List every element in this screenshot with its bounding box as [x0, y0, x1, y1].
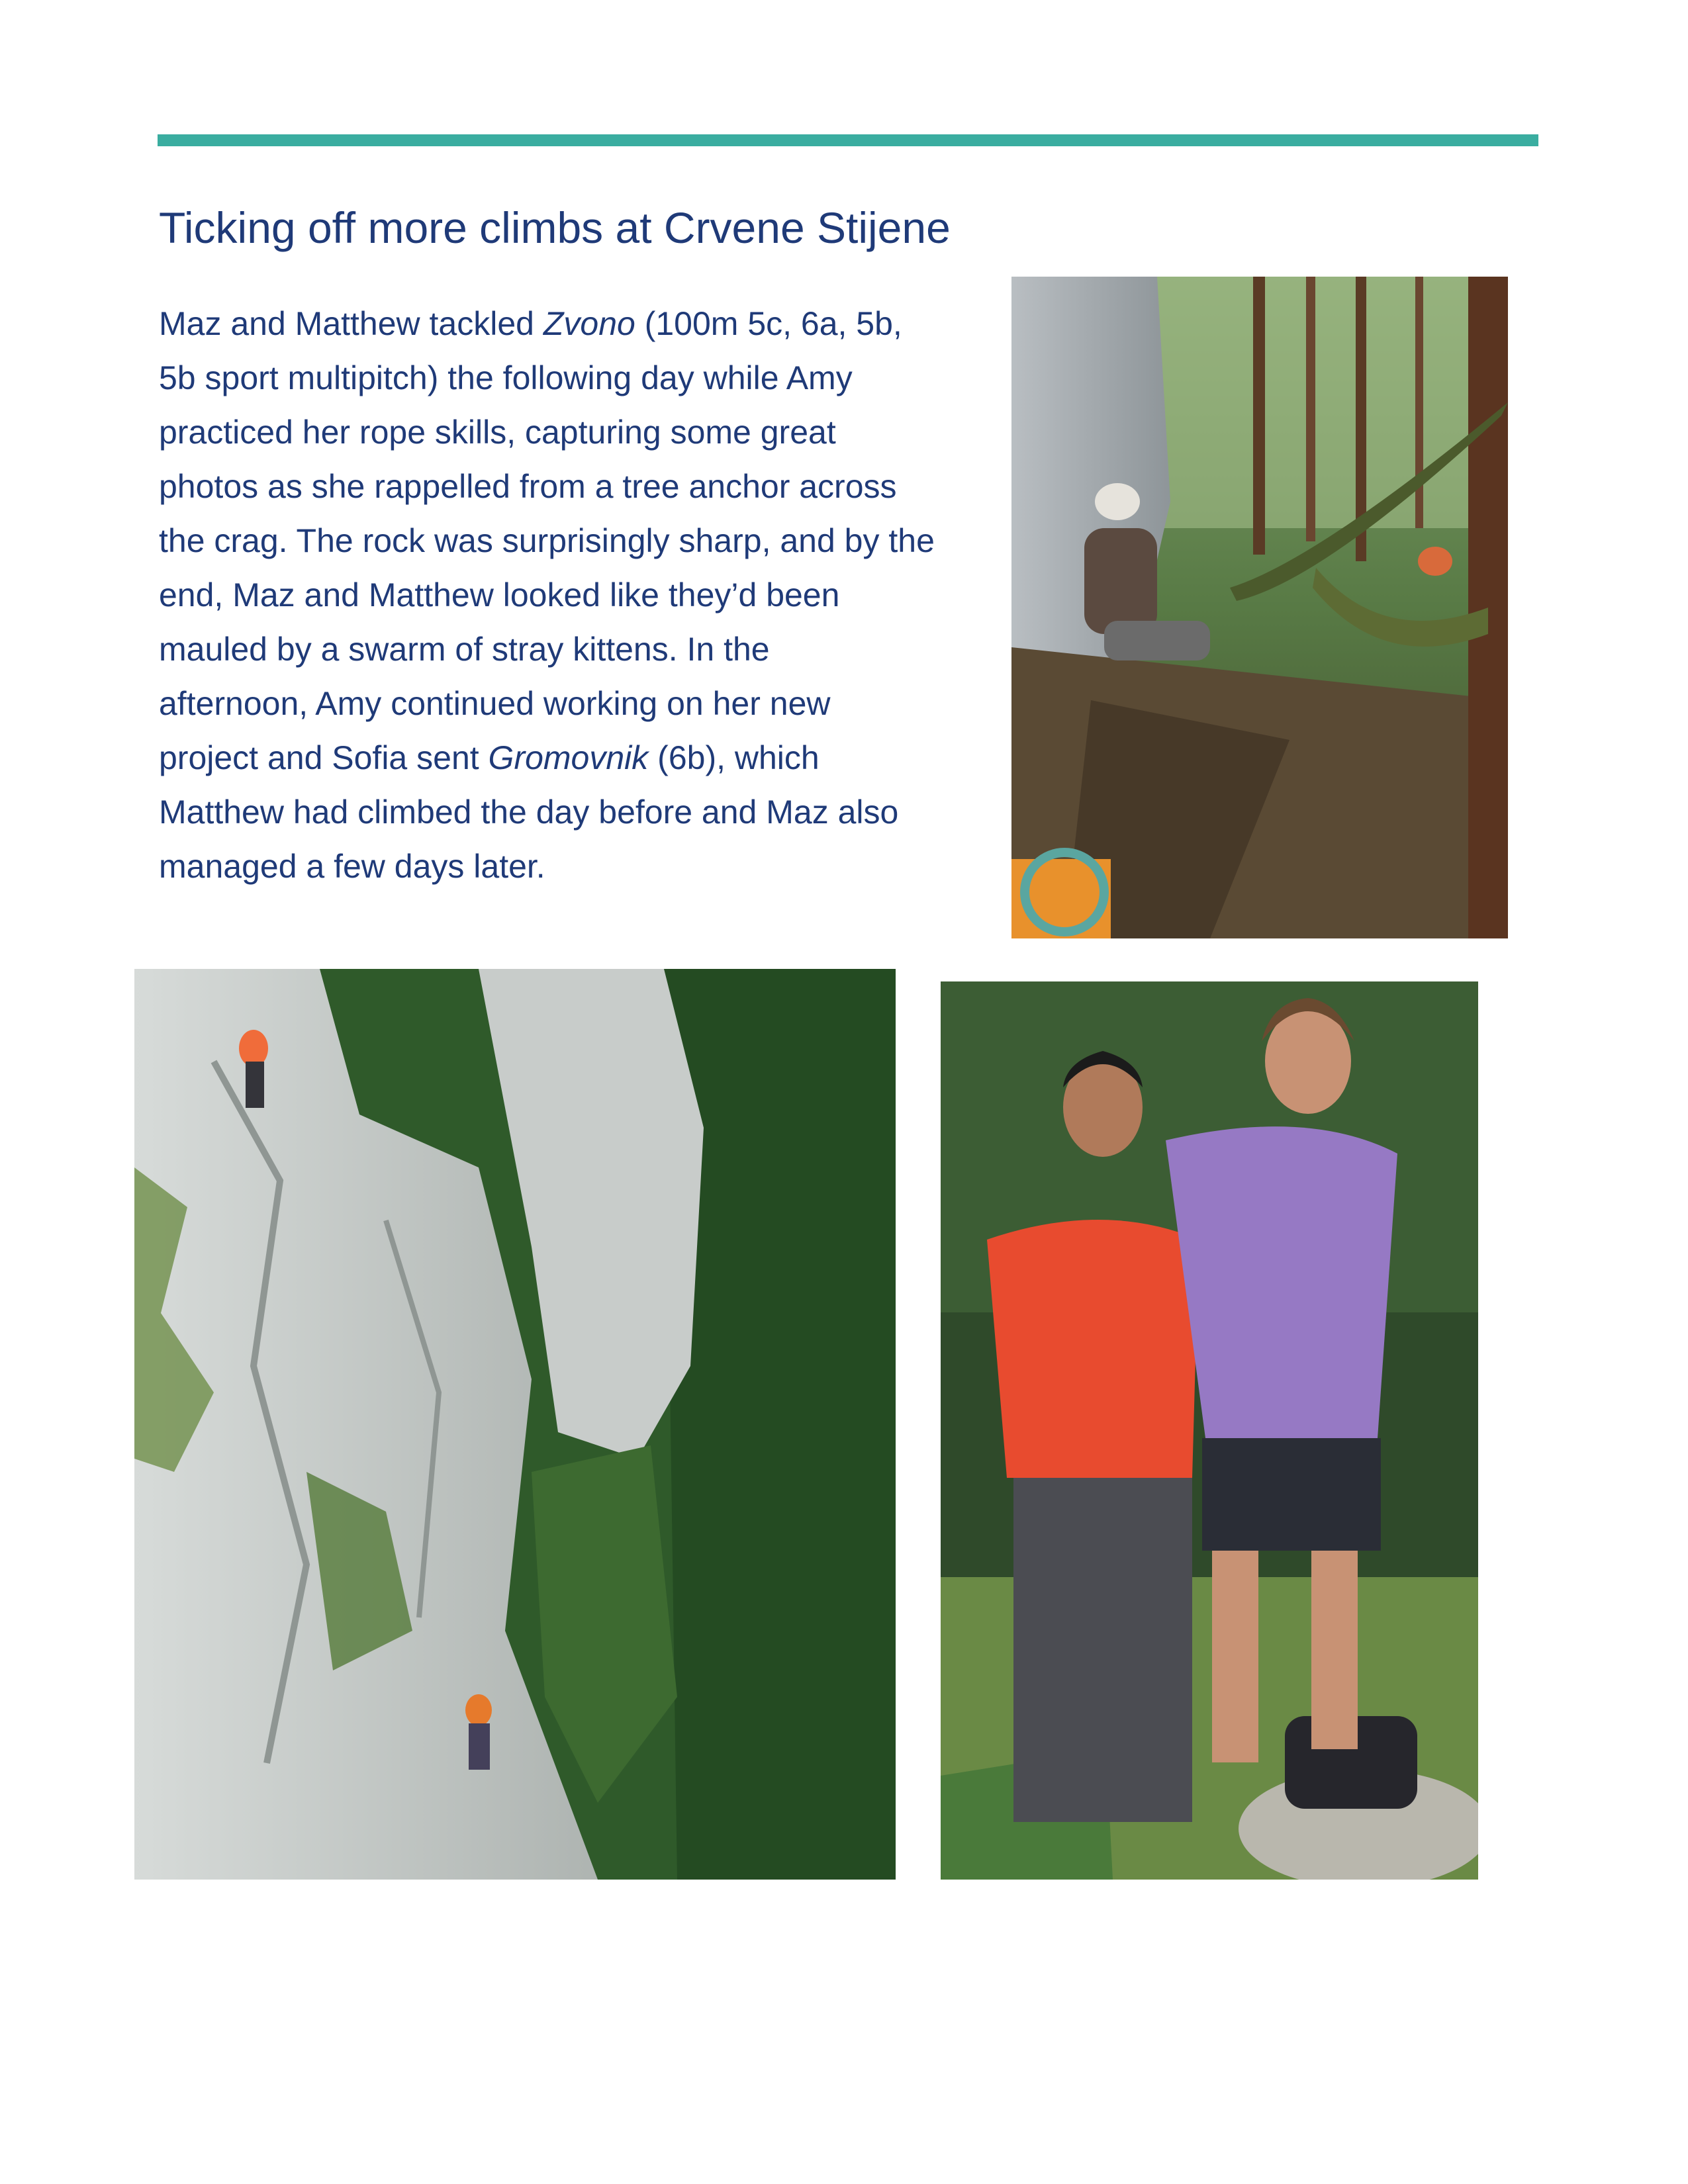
paragraph-line	[159, 731, 1000, 785]
text-run: project and Sofia sent	[159, 739, 489, 776]
text-run: end, Maz and Matthew looked like they’d been	[159, 576, 840, 614]
text-run: mauled by a swarm of stray kittens. In the	[159, 631, 770, 668]
text-run: (6b), which	[648, 739, 820, 776]
text-run: photos as she rappelled from a tree anchor across	[159, 468, 897, 505]
text-run: managed a few days later.	[159, 848, 545, 885]
paragraph-line	[159, 622, 1000, 676]
paragraph-line	[159, 514, 1000, 568]
route-name: Gromovnik	[488, 739, 649, 776]
paragraph-line	[159, 839, 1000, 893]
text-run: the crag. The rock was surprisingly sharp, and by the	[159, 522, 935, 559]
paragraph-line	[159, 568, 1000, 622]
article-paragraph	[159, 296, 1000, 893]
route-name: Zvono	[543, 305, 635, 342]
text-run: 5b sport multipitch) the following day while Amy	[159, 359, 853, 396]
text-run: afternoon, Amy continued working on her new	[159, 685, 831, 722]
photo-limestone-cliff-climbers	[134, 969, 896, 1880]
paragraph-line	[159, 785, 1000, 839]
text-run: practiced her rope skills, capturing some great	[159, 414, 836, 451]
text-run: Maz and Matthew tackled	[159, 305, 543, 342]
text-run: (100m 5c, 6a, 5b,	[635, 305, 902, 342]
photo-two-climbers-standing	[941, 981, 1478, 1880]
paragraph-line	[159, 459, 1000, 514]
paragraph-line	[159, 405, 1000, 459]
accent-rule	[158, 134, 1538, 146]
text-run: Matthew had climbed the day before and Maz also	[159, 794, 899, 831]
photo-hammocks-in-forest	[1011, 277, 1508, 938]
paragraph-line	[159, 676, 1000, 731]
paragraph-line	[159, 296, 1000, 351]
paragraph-line	[159, 351, 1000, 405]
page-title: Ticking off more climbs at Crvene Stijene	[159, 203, 951, 252]
